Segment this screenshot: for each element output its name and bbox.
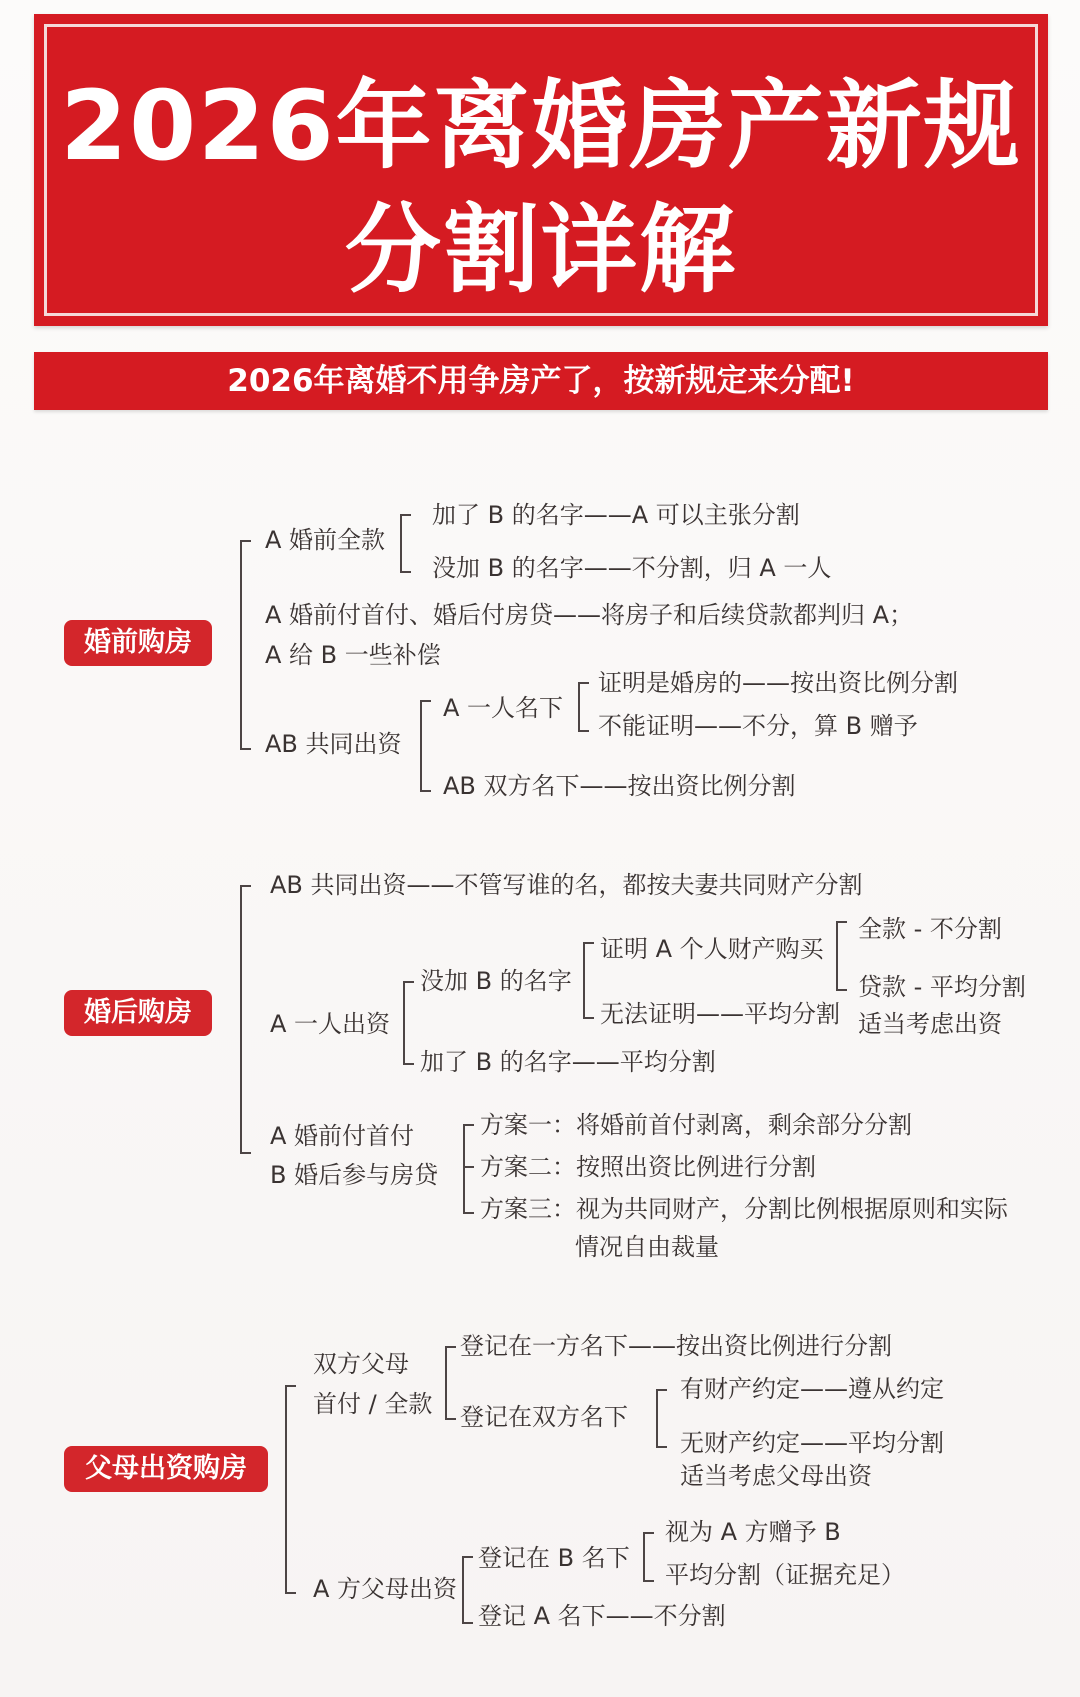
a-sole-name: A 一人名下 <box>443 694 564 722</box>
premarital-down-line-2: B 婚后参与房贷 <box>270 1161 439 1189</box>
a-sole-funding: A 一人出资 <box>270 1010 391 1038</box>
premarital-down-line-1: A 婚前付首付 <box>270 1122 415 1150</box>
full-pay-no-split: 全款 - 不分割 <box>858 915 1002 943</box>
section-tag-postmarital: 婚后购房 <box>64 990 212 1036</box>
even-split-evidence: 平均分割（证据充足） <box>665 1561 905 1589</box>
loan-even-split: 贷款 - 平均分割 <box>858 973 1026 1001</box>
full-payment-no-name: 没加 B 的名字——不分割，归 A 一人 <box>432 554 832 582</box>
register-both-sides: 登记在双方名下 <box>460 1403 628 1431</box>
has-property-agreement: 有财产约定——遵从约定 <box>680 1375 944 1403</box>
sole-funding-bracket <box>403 981 414 1065</box>
joint-funding-bracket <box>420 700 431 792</box>
premarital-full-payment: A 婚前全款 <box>265 526 386 554</box>
personal-property-bracket <box>836 921 847 991</box>
register-under-b-bracket <box>643 1532 654 1582</box>
section-tag-parent-funded: 父母出资购房 <box>64 1446 268 1492</box>
register-under-b: 登记在 B 名下 <box>478 1544 630 1572</box>
section3-bracket <box>285 1385 296 1594</box>
plans-bracket-mid <box>463 1166 474 1168</box>
ab-both-names: AB 双方名下——按出资比例分割 <box>443 772 796 800</box>
plan-three-line-1: 方案三：视为共同财产，分割比例根据原则和实际 <box>480 1195 1008 1223</box>
a-sole-name-bracket <box>578 682 589 732</box>
a-parents-funding: A 方父母出资 <box>313 1575 458 1603</box>
subtitle-bar <box>34 352 1048 410</box>
both-parents-line-1: 双方父母 <box>313 1350 409 1378</box>
prove-personal-property: 证明 A 个人财产购买 <box>600 935 824 963</box>
both-parents-line-2: 首付 / 全款 <box>313 1390 433 1418</box>
loan-consider-funding: 适当考虑出资 <box>858 1010 1002 1038</box>
no-property-agreement-line-1: 无财产约定——平均分割 <box>680 1429 944 1457</box>
cannot-prove-even-split: 无法证明——平均分割 <box>600 1000 840 1028</box>
full-payment-added-name: 加了 B 的名字——A 可以主张分割 <box>432 501 800 529</box>
section-tag-premarital: 婚前购房 <box>64 620 212 666</box>
section2-bracket <box>240 885 251 1154</box>
full-payment-bracket <box>400 514 411 573</box>
plans-bracket <box>463 1124 474 1214</box>
post-joint-funding: AB 共同出资——不管写谁的名，都按夫妻共同财产分割 <box>270 871 863 899</box>
register-both-bracket <box>656 1389 667 1448</box>
both-parents-bracket <box>445 1346 456 1420</box>
plan-one: 方案一：将婚前首付剥离，剩余部分分割 <box>480 1111 912 1139</box>
prove-marital-home: 证明是婚房的——按出资比例分割 <box>598 669 958 697</box>
page-title-line-1: 2026年离婚房产新规 <box>60 70 1022 182</box>
down-payment-line-1: A 婚前付首付、婚后付房贷——将房子和后续贷款都判归 A； <box>265 601 914 629</box>
down-payment-line-2: A 给 B 一些补偿 <box>265 641 441 669</box>
cannot-prove-gift: 不能证明——不分，算 B 赠予 <box>598 712 918 740</box>
register-one-side: 登记在一方名下——按出资比例进行分割 <box>460 1332 892 1360</box>
register-under-a: 登记 A 名下——不分割 <box>478 1602 726 1630</box>
section1-bracket <box>240 540 251 750</box>
no-property-agreement-line-2: 适当考虑父母出资 <box>680 1462 872 1490</box>
page-title-line-2: 分割详解 <box>345 194 737 306</box>
plan-two: 方案二：按照出资比例进行分割 <box>480 1153 816 1181</box>
subtitle-text: 2026年离婚不用争房产了，按新规定来分配! <box>227 363 855 399</box>
added-b-name: 加了 B 的名字——平均分割 <box>420 1048 716 1076</box>
title-banner <box>34 14 1048 326</box>
gift-to-b: 视为 A 方赠予 B <box>665 1518 841 1546</box>
no-b-name: 没加 B 的名字 <box>420 967 572 995</box>
a-parents-bracket <box>462 1556 473 1624</box>
joint-funding: AB 共同出资 <box>265 730 402 758</box>
plan-three-line-2: 情况自由裁量 <box>575 1233 719 1261</box>
no-b-name-bracket <box>583 942 594 1019</box>
